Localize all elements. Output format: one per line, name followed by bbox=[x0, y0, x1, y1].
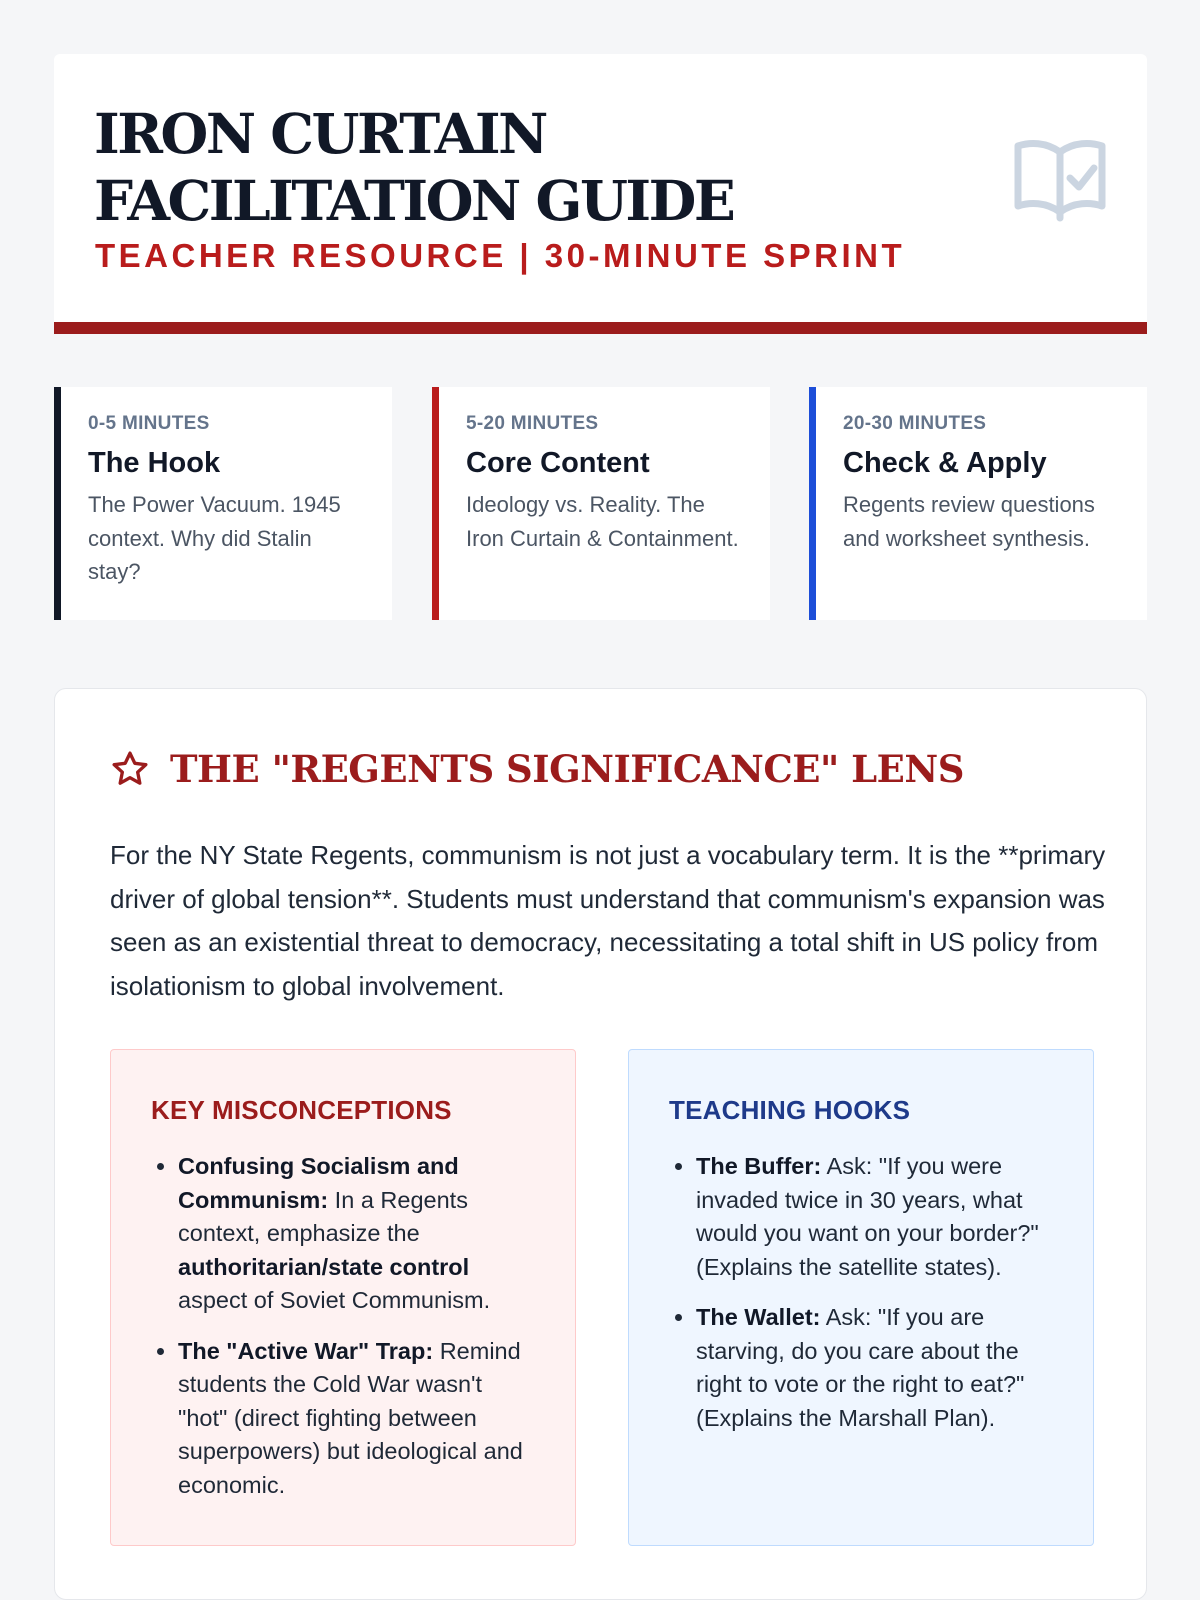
phase-title: Check & Apply bbox=[843, 447, 1047, 479]
lens-title: THE "REGENTS SIGNIFICANCE" LENS bbox=[170, 747, 964, 791]
phase-time: 0-5 MINUTES bbox=[88, 413, 210, 434]
list-item: • The "Active War" Trap: Remind students the Cold War wasn't "hot" (direct fighting between superpowers) but ideological and economic. bbox=[178, 1335, 535, 1503]
star-icon bbox=[110, 749, 150, 789]
misconceptions-title: KEY MISCONCEPTIONS bbox=[151, 1095, 452, 1125]
lens-body-text: For the NY State Regents, communism is not just a vocabulary term. It is the **primary driver of global tension**. Students must understand that communism's expansion was seen as an existential threat to democracy, necessitating a total shift in US policy from isolationism to global involvement. bbox=[110, 840, 1106, 1001]
phase-card-hook bbox=[54, 387, 392, 620]
list-item: • The Buffer: Ask: "If you were invaded twice in 30 years, what would you want on your border?" (Explains the satellite states). bbox=[696, 1150, 1053, 1284]
guide-header bbox=[54, 54, 1147, 334]
misconceptions-box bbox=[110, 1049, 576, 1546]
list-item: • Confusing Socialism and Communism: In a Regents context, emphasize the authoritarian/state control aspect of Soviet Communism. bbox=[178, 1150, 535, 1318]
phase-description: The Power Vacuum. 1945 context. Why did Stalin stay? bbox=[88, 492, 341, 584]
regents-lens-card bbox=[54, 688, 1147, 1600]
page-title: IRON CURTAIN FACILITATION GUIDE bbox=[94, 101, 734, 233]
phase-title: Core Content bbox=[466, 447, 650, 479]
phase-time: 5-20 MINUTES bbox=[466, 413, 599, 434]
teaching-hooks-title: TEACHING HOOKS bbox=[669, 1095, 911, 1125]
teaching-hooks-box bbox=[628, 1049, 1094, 1546]
phase-card-core-content bbox=[432, 387, 770, 620]
phase-title: The Hook bbox=[88, 447, 221, 479]
phase-description: Regents review questions and worksheet synthesis. bbox=[843, 492, 1095, 551]
phase-description: Ideology vs. Reality. The Iron Curtain & Containment. bbox=[466, 492, 739, 551]
page-subtitle: TEACHER RESOURCE | 30-MINUTE SPRINT bbox=[95, 237, 906, 274]
list-item: • The Wallet: Ask: "If you are starving, do you care about the right to vote or the right to eat?" (Explains the Marshall Plan). bbox=[696, 1301, 1053, 1435]
phase-card-check-apply bbox=[809, 387, 1147, 620]
lens-heading bbox=[110, 747, 964, 791]
book-check-icon bbox=[1012, 136, 1108, 224]
teaching-hooks-list bbox=[669, 1150, 1053, 1435]
phase-time: 20-30 MINUTES bbox=[843, 413, 987, 434]
misconceptions-list bbox=[151, 1150, 535, 1502]
